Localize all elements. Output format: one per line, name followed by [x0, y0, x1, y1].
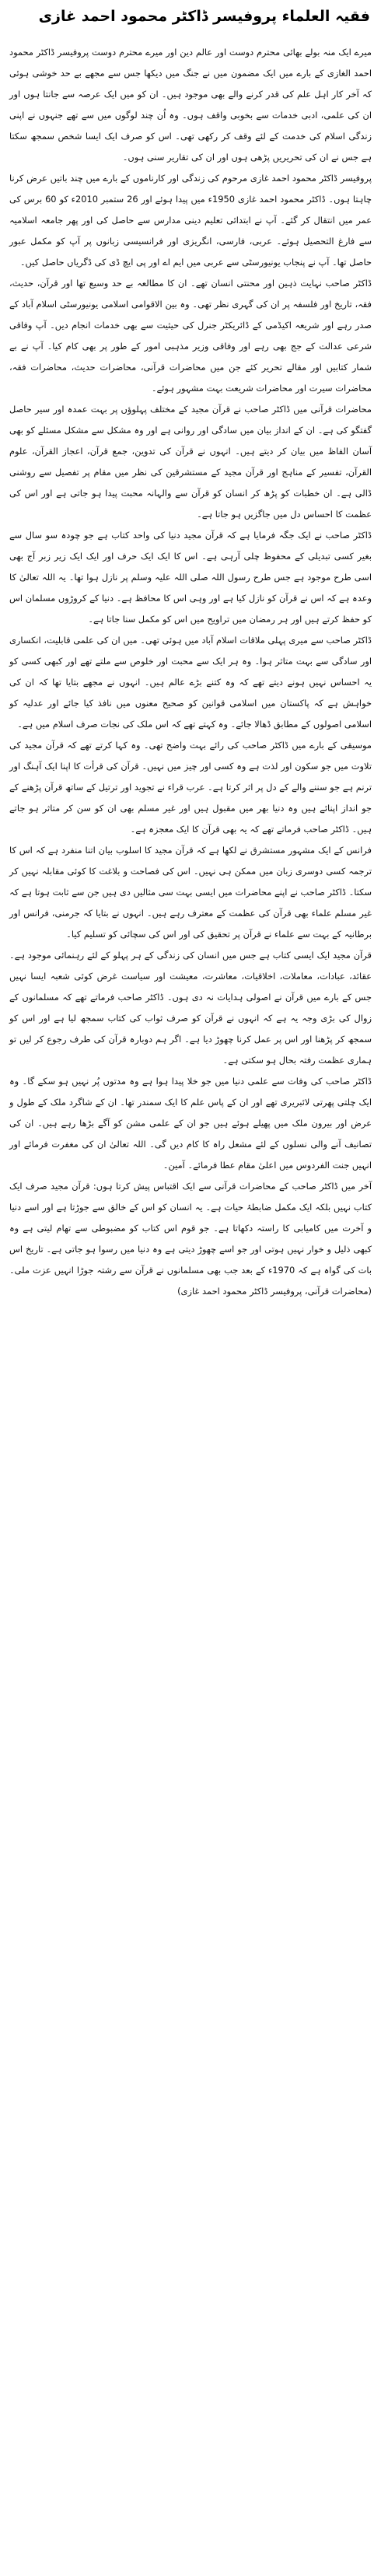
article-paragraph: فرانس کے ایک مشہور مستشرق نے لکھا ہے کہ قرآن مجید کا اسلوب بیان اتنا منفرد ہے کہ اس کا ترجمہ کسی دوسری زبان میں ممکن ہی نہیں۔ اس کی فصاحت و بلاغت کا کوئی مقابلہ نہیں کر سکتا۔ ڈاکٹر صاحب نے اپنے محاضرات میں ایسی بہت سی مثالیں دی ہیں جن سے ثابت ہوتا ہے کہ غیر مسلم علماء بھی قرآن کی عظمت کے معترف رہے ہیں۔ انہوں نے بتایا کہ جرمنی، فرانس اور برطانیہ کے بہت سے علماء نے قرآن پر تحقیق کی اور اس کی سچائی کو تسلیم کیا۔: [9, 845, 372, 940]
article-paragraph: محاضرات قرآنی میں ڈاکٹر صاحب نے قرآن مجید کے مختلف پہلوؤں پر بہت عمدہ اور سیر حاصل گفتگو کی ہے۔ ان کے انداز بیان میں سادگی اور روانی ہے اور وہ مشکل سے مشکل مسئلے کو بھی آسان الفاظ میں بیان کر دیتے ہیں۔ انہوں نے قرآن کی تدوین، جمع قرآن، اعجاز القرآن، علوم القرآن، تفسیر کے مناہج اور قرآن مجید کے مستشرقین کی نظر میں مقام پر تفصیل سے روشنی ڈالی ہے۔ ان خطبات کو پڑھ کر انسان کو قرآن سے والہانہ محبت پیدا ہو جاتی ہے اور اس کی عظمت کا احساس دل میں جاگزیں ہو جاتا ہے۔: [9, 404, 372, 520]
article-paragraph: میرے ایک منہ بولے بھائی محترم دوست اور عالم دین اور میرے محترم دوست پروفیسر ڈاکٹر محمود احمد الغازی کے بارے میں ایک مضمون میں نے جنگ میں دیکھا جس سے مجھے بے حد خوشی ہوئی کہ آخر کار اہل علم کی قدر کرنے والے بھی موجود ہیں۔ ان کو میں ایک عرصہ سے جانتا ہوں اور ان کی علمی، ادبی خدمات سے بخوبی واقف ہوں۔ وہ اُن چند لوگوں میں سے تھے جنہوں نے اپنی زندگی اسلام کی خدمت کے لئے وقف کر رکھی تھی۔ اس کو صرف ایک ایسا شخص سمجھ سکتا ہے جس نے ان کی تحریریں پڑھی ہوں اور ان کی تقاریر سنی ہوں۔: [9, 47, 372, 163]
article-paragraph: موسیقی کے بارے میں ڈاکٹر صاحب کی رائے بہت واضح تھی۔ وہ کہا کرتے تھے کہ قرآن مجید کی تلاوت میں جو سکون اور لذت ہے وہ کسی اور چیز میں نہیں۔ قرآن کی قرأت کا اپنا ایک آہنگ اور ترنم ہے جو سننے والے کے دل پر اثر کرتا ہے۔ عرب قراء نے تجوید اور ترتیل کے ساتھ قرآن پڑھنے کے جو انداز اپنائے ہیں وہ دنیا بھر میں مقبول ہیں اور غیر مسلم بھی ان کو سن کر متاثر ہو جاتے ہیں۔ ڈاکٹر صاحب فرماتے تھے کہ یہ بھی قرآن کا ایک معجزہ ہے۔: [9, 740, 372, 835]
article-paragraph: قرآن مجید ایک ایسی کتاب ہے جس میں انسان کی زندگی کے ہر پہلو کے لئے رہنمائی موجود ہے۔ عقائد، عبادات، معاملات، اخلاقیات، معاشرت، معیشت اور سیاست غرض کوئی شعبہ ایسا نہیں جس کے بارے میں قرآن نے اصولی ہدایات نہ دی ہوں۔ ڈاکٹر صاحب فرماتے تھے کہ مسلمانوں کے زوال کی بڑی وجہ یہ ہے کہ انہوں نے قرآن کو صرف ثواب کی کتاب سمجھ لیا ہے اور اس کو سمجھ کر پڑھنا اور اس پر عمل کرنا چھوڑ دیا ہے۔ اگر ہم دوبارہ قرآن کی طرف رجوع کر لیں تو ہماری عظمت رفتہ بحال ہو سکتی ہے۔: [9, 950, 372, 1066]
article-paragraph: ڈاکٹر صاحب کی وفات سے علمی دنیا میں جو خلا پیدا ہوا ہے وہ مدتوں پُر نہیں ہو سکے گا۔ وہ ایک چلتی پھرتی لائبریری تھے اور ان کے پاس علم کا ایک سمندر تھا۔ ان کے شاگرد ملک کے طول و عرض اور بیرون ملک میں پھیلے ہوئے ہیں جو ان کے علمی مشن کو آگے بڑھا رہے ہیں۔ ان کی تصانیف آنے والی نسلوں کے لئے مشعل راہ کا کام دیں گی۔ اللہ تعالیٰ ان کی مغفرت فرمائے اور انہیں جنت الفردوس میں اعلیٰ مقام عطا فرمائے۔ آمین۔: [9, 1076, 372, 1171]
article-paragraph: ڈاکٹر صاحب سے میری پہلی ملاقات اسلام آباد میں ہوئی تھی۔ میں ان کی علمی قابلیت، انکساری اور سادگی سے بہت متاثر ہوا۔ وہ ہر ایک سے محبت اور خلوص سے ملتے تھے اور کبھی کسی کو یہ احساس نہیں ہونے دیتے تھے کہ وہ کتنے بڑے عالم ہیں۔ انہوں نے مجھے بتایا تھا کہ ان کی خواہش ہے کہ پاکستان میں اسلامی قوانین کو صحیح معنوں میں نافذ کیا جائے اور عدلیہ کو اسلامی اصولوں کے مطابق ڈھالا جائے۔ وہ کہتے تھے کہ اس ملک کی نجات صرف اسلام میں ہے۔: [9, 635, 372, 730]
article-column: [8, 5, 373, 1302]
article-paragraph: ڈاکٹر صاحب نہایت ذہین اور محنتی انسان تھے۔ ان کا مطالعہ بے حد وسیع تھا اور قرآن، حدیث، فقہ، تاریخ اور فلسفہ پر ان کی گہری نظر تھی۔ وہ بین الاقوامی اسلامی یونیورسٹی اسلام آباد کے صدر رہے اور شریعہ اکیڈمی کے ڈائریکٹر جنرل کی حیثیت سے بھی خدمات انجام دیں۔ آپ وفاقی شرعی عدالت کے جج بھی رہے اور وفاقی وزیر مذہبی امور کے طور پر بھی کام کیا۔ آپ نے بے شمار کتابیں اور مقالے تحریر کئے جن میں محاضرات قرآنی، محاضرات حدیث، محاضرات فقہ، محاضرات سیرت اور محاضرات شریعت بہت مشہور ہوئے۔: [9, 278, 372, 394]
article-paragraph: پروفیسر ڈاکٹر محمود احمد غازی مرحوم کی زندگی اور کارناموں کے بارے میں چند باتیں عرض کرنا چاہتا ہوں۔ ڈاکٹر محمود احمد غازی 1950ء میں پیدا ہوئے اور 26 ستمبر 2010ء کو 60 برس کی عمر میں انتقال کر گئے۔ آپ نے ابتدائی تعلیم دینی مدارس سے حاصل کی اور پھر جامعہ اسلامیہ سے فارغ التحصیل ہوئے۔ عربی، فارسی، انگریزی اور فرانسیسی زبانوں پر آپ کو مکمل عبور حاصل تھا۔ آپ نے پنجاب یونیورسٹی سے عربی میں ایم اے اور پی ایچ ڈی کی ڈگریاں حاصل کیں۔: [9, 173, 372, 268]
article-headline: فقیہ العلماء پروفیسر ڈاکٹر محمود احمد غازی: [38, 8, 370, 25]
article-paragraph: ڈاکٹر صاحب نے ایک جگہ فرمایا ہے کہ قرآن مجید دنیا کی واحد کتاب ہے جو چودہ سو سال سے بغیر کسی تبدیلی کے محفوظ چلی آرہی ہے۔ اس کا ایک ایک حرف اور ایک ایک زیر زبر آج بھی اسی طرح موجود ہے جس طرح رسول اللہ صلی اللہ علیہ وسلم پر نازل ہوا تھا۔ یہ اللہ تعالیٰ کا وعدہ ہے کہ اس نے قرآن کو نازل کیا ہے اور وہی اس کا محافظ ہے۔ دنیا کے کروڑوں مسلمان اس کو حفظ کرتے ہیں اور ہر رمضان میں تراویح میں اس کو مکمل سنا جاتا ہے۔: [9, 530, 372, 625]
article-paragraph: آخر میں ڈاکٹر صاحب کے محاضرات قرآنی سے ایک اقتباس پیش کرتا ہوں: قرآن مجید صرف ایک کتاب نہیں بلکہ ایک مکمل ضابطۂ حیات ہے۔ یہ انسان کو اس کے خالق سے جوڑتا ہے اور اسے دنیا و آخرت میں کامیابی کا راستہ دکھاتا ہے۔ جو قوم اس کتاب کو مضبوطی سے تھام لیتی ہے وہ کبھی ذلیل و خوار نہیں ہوتی اور جو اسے چھوڑ دیتی ہے وہ دنیا میں رسوا ہو جاتی ہے۔ تاریخ اس بات کی گواہ ہے کہ 1970ء کے بعد جب بھی مسلمانوں نے قرآن سے رشتہ جوڑا انہیں عزت ملی۔ (محاضرات قرآنی، پروفیسر ڈاکٹر محمود احمد غازی): [9, 1181, 372, 1297]
